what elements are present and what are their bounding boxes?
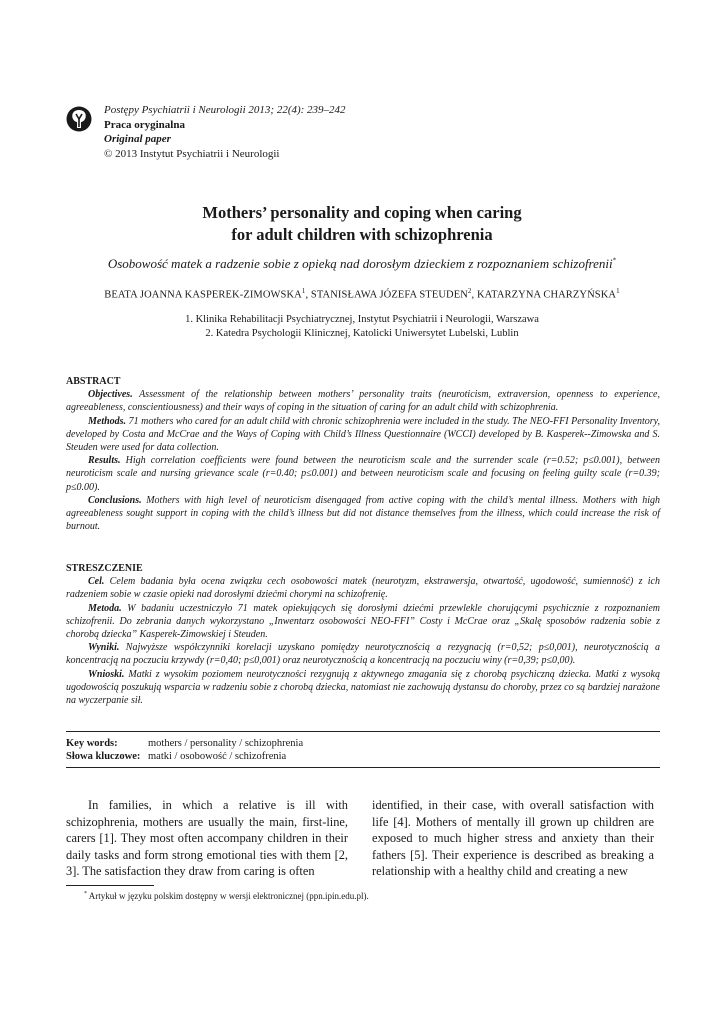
- keywords-box: [66, 731, 660, 768]
- abstract-section: [66, 375, 660, 533]
- authors: [0, 287, 724, 301]
- author-3: , KATARZYNA CHARZYŃSKA: [471, 289, 617, 301]
- results-label: Results.: [88, 455, 121, 467]
- streszczenie-metoda: [66, 602, 660, 642]
- copyright: © 2013 Instytut Psychiatrii i Neurologii: [104, 147, 280, 160]
- article-type-pl: Praca oryginalna: [104, 118, 185, 131]
- abstract-heading: ABSTRACT: [66, 376, 121, 387]
- keywords-en-label: Key words:: [66, 738, 118, 749]
- wyniki-label: Wyniki.: [88, 642, 120, 654]
- subtitle-text: Osobowość matek a radzenie sobie z opieką nad dorosłym dzieckiem z rozpoznaniem schizofrenii: [107, 256, 613, 271]
- streszczenie-section: [66, 562, 660, 707]
- affiliation-1: 1. Klinika Rehabilitacji Psychiatrycznej, Instytut Psychiatrii i Neurologii, Warszawa: [185, 314, 539, 325]
- conclusions-label: Conclusions.: [88, 494, 142, 506]
- keywords-en-value: mothers / personality / schizophrenia: [148, 738, 304, 749]
- wyniki-text: Najwyższe współczynniki korelacji uzyskano pomiędzy neurotycznością a rezygnacją (r=0,52; p≤0,001), neurotycznością a koncentracją na poczuciu krzywdy (r=0,40; p≤0,001) oraz neurotycznością a koncentracją na poczuciu winy (r=0,39; p≤0,00).: [66, 642, 660, 667]
- footnote-divider: [66, 885, 154, 886]
- affiliations: [0, 313, 724, 341]
- footnote-marker: *: [84, 891, 87, 897]
- title-line-2: for adult children with schizophrenia: [231, 225, 493, 244]
- body-column-1: In families, in which a relative is ill with schizophrenia, mothers are usually the main, first-line, carers [1]. They most often accompany children in their daily tasks and form strong emotional ties with them [2, 3]. The satisfaction they draw from caring is often: [66, 798, 348, 879]
- wnioski-label: Wnioski.: [88, 668, 125, 680]
- methods-text: 71 mothers who cared for an adult child with chronic schizophrenia were included in the study. The NEO-FFI Personality Inventory, developed by Costa and McCrae and the Ways of Coping with Child’s Illness Questionnaire (WCCI) developed by B. Kasperek--Zimowska and S. Steuden were used for data collection.: [66, 415, 660, 454]
- conclusions-text: Mothers with high level of neuroticism disengaged from active coping with the child’s mental illness. Mothers with high agreeableness sought support in coping with the child’s illness but did not distance themselves from the illness, which could increase the risk of burnout.: [66, 494, 660, 533]
- journal-logo-icon: [66, 106, 92, 132]
- keywords-pl-value: matki / osobowość / schizofrenia: [148, 751, 287, 762]
- footnote-text: Artykuł w języku polskim dostępny w wersji elektronicznej (ppn.ipin.edu.pl).: [87, 891, 369, 901]
- affiliation-2: 2. Katedra Psychologii Klinicznej, Katolicki Uniwersytet Lubelski, Lublin: [205, 328, 519, 339]
- keywords-en-row: [66, 737, 660, 750]
- article-title: [0, 202, 724, 246]
- abstract-methods: [66, 415, 660, 455]
- title-line-1: Mothers’ personality and coping when caring: [202, 203, 522, 222]
- results-text: High correlation coefficients were found between the neuroticism scale and the surrender scale (r=0.52; p≤0.001), between neuroticism scale and nursing grievance scale (r=0.40; p≤0.001) and between neuroticism scale and focusing on feeling guilty scale (r=0.39; p≤0.00).: [66, 455, 660, 493]
- author-3-affiliation: 1: [616, 287, 620, 295]
- keywords-pl-row: [66, 750, 660, 763]
- metoda-text: W badaniu uczestniczyło 71 matek opiekujących się dorosłymi dziećmi przewlekle chorującymi psychicznie z rozpoznaniem schizofrenii. Do zebrania danych wykorzystano „Inwentarz osobowości NEO-FFI” Costy i McCrae oraz „Skalę sposobów radzenia sobie z chorobą dziecka” Kasperek-Zimowskiej i Steuden.: [66, 602, 660, 641]
- streszczenie-cel: [66, 575, 660, 601]
- objectives-text: Assessment of the relationship between mothers’ personality traits (neuroticism, extraversion, openness to experience, agreeableness, conscientiousness) and their ways of coping in the situation of caring for an adult child with schizophrenia.: [66, 389, 660, 414]
- streszczenie-wnioski: [66, 668, 660, 708]
- metoda-label: Metoda.: [88, 602, 122, 614]
- author-2: , STANISŁAWA JÓZEFA STEUDEN: [305, 289, 468, 301]
- author-1-affiliation: 1: [301, 287, 306, 295]
- author-2-affiliation: 2: [467, 287, 472, 295]
- article-type-en: Original paper: [104, 133, 171, 145]
- abstract-conclusions: [66, 494, 660, 534]
- cel-text: Celem badania była ocena związku cech osobowości matek (neurotyzm, ekstrawersja, otwartość, ugodowość, sumienność) z ich radzeniem sobie w czasie opieki nad dorosłymi dziećmi chorymi na schizofrenię.: [66, 576, 660, 601]
- abstract-results: [66, 454, 660, 494]
- streszczenie-heading: STRESZCZENIE: [66, 563, 143, 574]
- journal-citation: Postępy Psychiatrii i Neurologii 2013; 22(4): 239–242: [104, 104, 346, 116]
- wnioski-text: Matki z wysokim poziomem neurotyczności rezygnują z aktywnego zmagania się z chorobą psychiczną dziecka. Matki z wysoką ugodowością poszukują wsparcia w radzeniu sobie z chorobą dziecka, natomiast nie zachowują dystansu do choroby, przez co są bardziej narażone na wyczerpanie sił.: [66, 668, 660, 707]
- journal-header: [104, 103, 346, 161]
- cel-label: Cel.: [88, 576, 105, 588]
- abstract-objectives: [66, 388, 660, 414]
- keywords-pl-label: Słowa kluczowe:: [66, 751, 141, 762]
- body-column-2: identified, in their case, with overall satisfaction with life [4]. Mothers of mentally ill grown up children are exposed to much higher stress and anxiety than their fathers [5]. Their experience is described as breaking a relationship with a healthy child and creating a new: [372, 798, 654, 879]
- methods-label: Methods.: [88, 415, 127, 427]
- article-subtitle: [0, 256, 724, 272]
- subtitle-footnote-marker: *: [612, 256, 617, 265]
- footnote: [84, 891, 369, 901]
- streszczenie-wyniki: [66, 641, 660, 667]
- objectives-label: Objectives.: [88, 389, 133, 401]
- author-1: BEATA JOANNA KASPEREK-ZIMOWSKA: [104, 289, 302, 301]
